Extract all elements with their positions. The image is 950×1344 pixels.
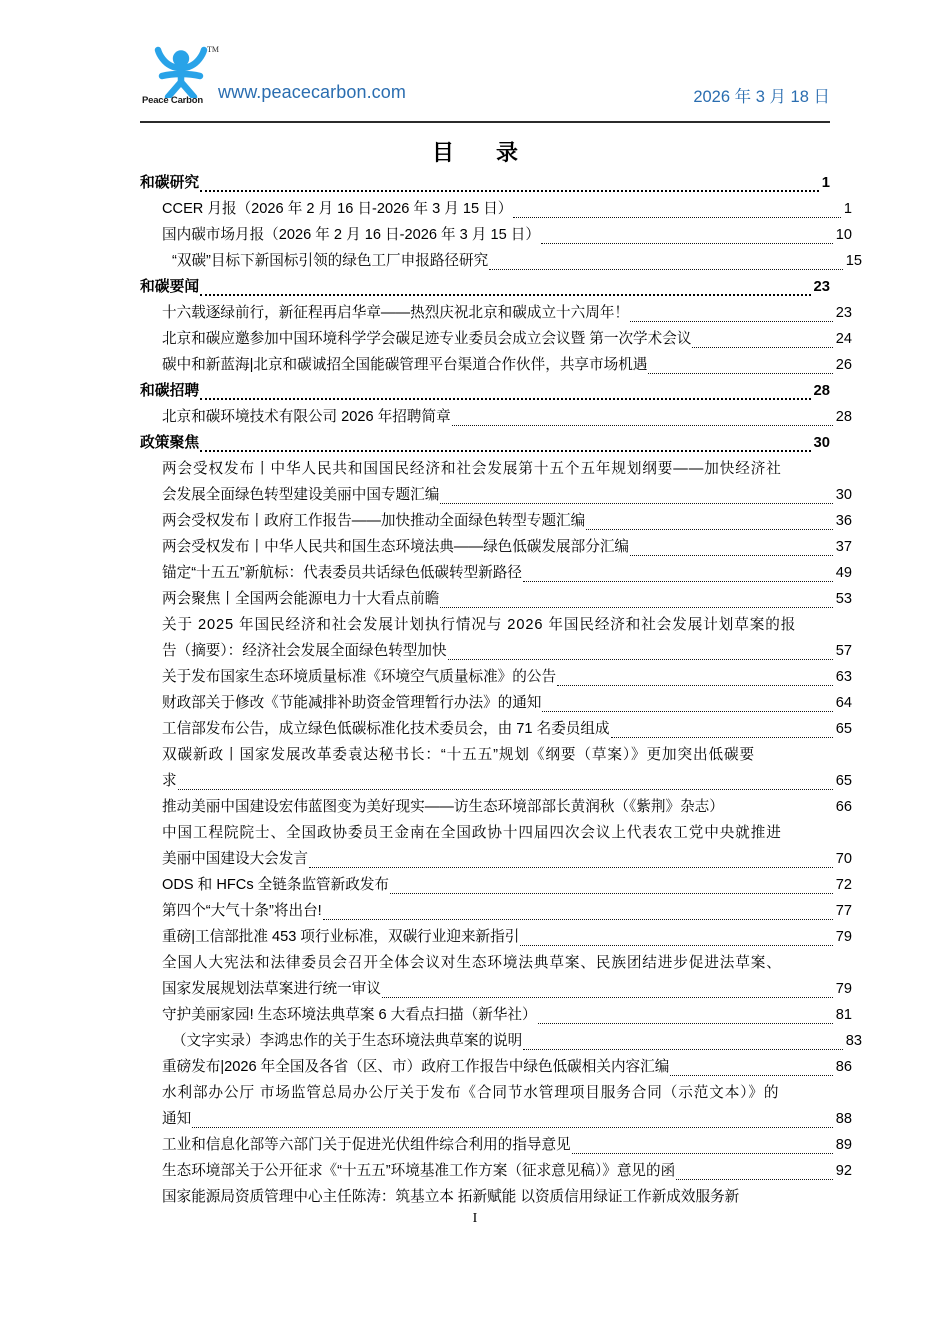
- toc-entry-label: 重磅发布|2026 年全国及各省（区、市）政府工作报告中绿色低碳相关内容汇编: [162, 1059, 670, 1075]
- toc-page-number: 81: [835, 1007, 852, 1023]
- toc-page-number: 65: [835, 721, 852, 737]
- toc-entry[interactable]: [140, 1158, 852, 1184]
- toc-leader-dots: [390, 892, 833, 894]
- website-url[interactable]: www.peacecarbon.com: [218, 82, 406, 102]
- toc-page-number: 89: [835, 1137, 852, 1153]
- toc-leader-dots: [523, 580, 833, 582]
- toc-page-number: 28: [813, 383, 830, 399]
- toc-page-number: 26: [835, 357, 852, 373]
- toc-leader-dots: [725, 815, 833, 816]
- toc-page-number: 65: [835, 773, 852, 789]
- person-figure-icon: [150, 42, 212, 98]
- toc-entry[interactable]: [140, 1132, 852, 1158]
- toc-leader-dots: [440, 502, 832, 504]
- toc-page-number: 77: [835, 903, 852, 919]
- toc-entry-label: 会发展全面绿色转型建设美丽中国专题汇编: [162, 487, 440, 503]
- toc-page-number: 36: [835, 513, 852, 529]
- toc-page-number: 49: [835, 565, 852, 581]
- toc-leader-dots: [200, 397, 810, 400]
- toc-leader-dots: [572, 1152, 833, 1154]
- toc-entry-label: 两会受权发布丨政府工作报告——加快推动全面绿色转型专题汇编: [162, 513, 586, 529]
- toc-leader-dots: [440, 606, 832, 608]
- toc-leader-dots: [382, 996, 833, 998]
- toc-page-number: 30: [813, 435, 830, 451]
- toc-entry-label: 工业和信息化部等六部门关于促进光伏组件综合利用的指导意见: [162, 1137, 571, 1153]
- toc-entry[interactable]: [140, 1106, 852, 1132]
- toc-entry[interactable]: [140, 482, 852, 508]
- toc-entry[interactable]: [140, 534, 852, 560]
- toc-page-number: 92: [835, 1163, 852, 1179]
- toc-page-number: 37: [835, 539, 852, 555]
- toc-entry[interactable]: [140, 638, 852, 664]
- toc-page-number: 83: [845, 1033, 862, 1049]
- toc-leader-dots: [670, 1074, 832, 1076]
- toc-entry[interactable]: [140, 794, 852, 820]
- toc-leader-dots: [740, 1205, 849, 1206]
- toc-leader-dots: [676, 1178, 833, 1180]
- toc-page-number: 23: [835, 305, 852, 321]
- toc-leader-dots: [200, 189, 819, 192]
- toc-entry[interactable]: [140, 404, 852, 430]
- toc-page-number: 79: [835, 981, 852, 997]
- toc-leader-dots: [200, 293, 810, 296]
- toc-page-number: 15: [845, 253, 862, 269]
- toc-entry-label: 北京和碳应邀参加中国环境科学学会碳足迹专业委员会成立会议暨 第一次学术会议: [162, 331, 692, 347]
- toc-page-number: 53: [835, 591, 852, 607]
- toc-leader-dots: [489, 268, 843, 270]
- trademark-mark: TM: [207, 45, 219, 54]
- toc-entry-label: 国家发展规划法草案进行统一审议: [162, 981, 381, 997]
- page-title: 目 录: [431, 140, 528, 165]
- toc-entry[interactable]: [140, 1184, 852, 1210]
- page-header: [140, 38, 830, 120]
- toc-entry[interactable]: [140, 976, 852, 1002]
- toc-entry-label: 关于发布国家生态环境质量标准《环境空气质量标准》的公告: [162, 669, 557, 685]
- toc-entry[interactable]: [140, 326, 852, 352]
- toc-leader-dots: [448, 658, 833, 660]
- toc-entry[interactable]: [140, 768, 852, 794]
- toc-leader-dots: [692, 346, 832, 348]
- toc-leader-dots: [192, 1126, 833, 1128]
- toc-page-number: 30: [835, 487, 852, 503]
- toc-leader-dots: [520, 944, 832, 946]
- toc-page-number: 57: [835, 643, 852, 659]
- toc-entry-label: 美丽中国建设大会发言: [162, 851, 308, 867]
- toc-leader-dots: [178, 788, 833, 790]
- toc-entry-label: 守护美丽家园! 生态环境法典草案 6 大看点扫描（新华社）: [162, 1007, 537, 1023]
- toc-page-number: 70: [835, 851, 852, 867]
- toc-page-number: 1: [843, 201, 852, 217]
- toc-entry-label: 两会聚焦丨全国两会能源电力十大看点前瞻: [162, 591, 440, 607]
- toc-page-number: 24: [835, 331, 852, 347]
- toc-section-heading[interactable]: [140, 378, 830, 404]
- toc-entry-label: CCER 月报（2026 年 2 月 16 日-2026 年 3 月 15 日）: [162, 201, 513, 217]
- toc-entry[interactable]: [140, 560, 852, 586]
- toc-page-number: 72: [835, 877, 852, 893]
- toc-entry-wrapped-line[interactable]: 全国人大宪法和法律委员会召开全体会议对生态环境法典草案、民族团结进步促进法草案、: [162, 955, 782, 971]
- toc-leader-dots: [452, 424, 833, 426]
- toc-entry-label: ODS 和 HFCs 全链条监管新政发布: [162, 877, 390, 893]
- toc-page-number: 79: [835, 929, 852, 945]
- toc-entry-label: 通知: [162, 1111, 192, 1127]
- toc-entry[interactable]: [140, 196, 852, 222]
- table-of-contents: [140, 170, 862, 1210]
- toc-entry-label: 第四个“大气十条”将出台!: [162, 903, 322, 919]
- toc-entry-label: 和碳研究: [140, 175, 200, 191]
- toc-entry-label: 十六载逐绿前行，新征程再启华章——热烈庆祝北京和碳成立十六周年！: [162, 305, 630, 321]
- toc-entry-wrapped-line[interactable]: 两会受权发布丨中华人民共和国国民经济和社会发展第十五个五年规划纲要——加快经济社: [162, 461, 782, 477]
- toc-entry-label: 碳中和新蓝海|北京和碳诚招全国能碳管理平台渠道合作伙伴，共享市场机遇: [162, 357, 648, 373]
- toc-entry-wrapped-line[interactable]: 双碳新政丨国家发展改革委袁达秘书长：“十五五”规划《纲要（草案）》更加突出低碳要: [162, 747, 755, 763]
- toc-entry-label: 求: [162, 773, 177, 789]
- toc-entry[interactable]: [140, 248, 862, 274]
- toc-leader-dots: [538, 1022, 833, 1024]
- toc-leader-dots: [323, 918, 833, 920]
- toc-leader-dots: [648, 372, 832, 374]
- toc-leader-dots: [513, 216, 840, 218]
- toc-page-number: 88: [835, 1111, 852, 1127]
- toc-leader-dots: [309, 866, 833, 868]
- toc-entry[interactable]: [140, 1054, 852, 1080]
- toc-entry[interactable]: [140, 1028, 862, 1054]
- toc-page-number: 1: [821, 175, 830, 191]
- toc-entry[interactable]: [140, 222, 852, 248]
- toc-page-number: 63: [835, 669, 852, 685]
- toc-entry[interactable]: [140, 690, 852, 716]
- toc-entry-label: 财政部关于修改《节能减排补助资金管理暂行办法》的通知: [162, 695, 542, 711]
- toc-entry-label: 锚定“十五五”新航标：代表委员共话绿色低碳转型新路径: [162, 565, 522, 581]
- toc-entry-label: 推动美丽中国建设宏伟蓝图变为美好现实——访生态环境部部长黄润秋（《紫荆》杂志）: [162, 799, 724, 815]
- toc-page-number: 10: [835, 227, 852, 243]
- toc-leader-dots: [586, 528, 833, 530]
- toc-entry[interactable]: [140, 352, 852, 378]
- toc-page-number: 86: [835, 1059, 852, 1075]
- toc-entry-label: 政策聚焦: [140, 435, 200, 451]
- toc-entry-label: “双碳”目标下新国标引领的绿色工厂申报路径研究: [172, 253, 489, 269]
- toc-entry[interactable]: [140, 1002, 852, 1028]
- header-date: 2026 年 3 月 18 日: [693, 88, 830, 106]
- toc-entry-label: 国家能源局资质管理中心主任陈涛：筑基立本 拓新赋能 以资质信用绿证工作新成效服务新: [162, 1189, 740, 1205]
- toc-entry-wrapped-line[interactable]: 中国工程院院士、全国政协委员王金南在全国政协十四届四次会议上代表农工党中央就推进: [162, 825, 782, 841]
- footer-page-number: I: [472, 1211, 478, 1226]
- toc-entry[interactable]: [140, 664, 852, 690]
- toc-entry-label: 重磅|工信部批准 453 项行业标准，双碳行业迎来新指引: [162, 929, 520, 945]
- header-divider: [140, 121, 830, 123]
- toc-entry-label: 工信部发布公告，成立绿色低碳标准化技术委员会，由 71 名委员组成: [162, 721, 610, 737]
- toc-entry-label: 告（摘要）：经济社会发展全面绿色转型加快: [162, 643, 447, 659]
- toc-entry[interactable]: [140, 716, 852, 742]
- toc-section-heading[interactable]: [140, 430, 830, 456]
- toc-entry[interactable]: [140, 898, 852, 924]
- toc-entry-label: 国内碳市场月报（2026 年 2 月 16 日-2026 年 3 月 15 日）: [162, 227, 540, 243]
- toc-entry[interactable]: [140, 924, 852, 950]
- toc-section-heading[interactable]: [140, 170, 830, 196]
- toc-entry[interactable]: [140, 300, 852, 326]
- toc-entry-label: 和碳要闻: [140, 279, 200, 295]
- logo-wordmark: Peace Carbon: [142, 95, 203, 106]
- toc-leader-dots: [541, 242, 833, 244]
- toc-page-number: 66: [835, 799, 852, 815]
- toc-entry[interactable]: [140, 586, 852, 612]
- toc-section-heading[interactable]: [140, 274, 830, 300]
- toc-entry-label: 北京和碳环境技术有限公司 2026 年招聘简章: [162, 409, 451, 425]
- toc-entry-wrapped-line[interactable]: 水利部办公厅 市场监管总局办公厅关于发布《合同节水管理项目服务合同（示范文本）》的: [162, 1085, 780, 1101]
- toc-page-number: 28: [835, 409, 852, 425]
- toc-entry-label: 生态环境部关于公开征求《“十五五”环境基准工作方案（征求意见稿）》意见的函: [162, 1163, 676, 1179]
- toc-page-number: 64: [835, 695, 852, 711]
- toc-entry-label: （文字实录）李鸿忠作的关于生态环境法典草案的说明: [172, 1033, 523, 1049]
- toc-leader-dots: [542, 710, 832, 712]
- toc-leader-dots: [200, 449, 810, 452]
- toc-entry-label: 和碳招聘: [140, 383, 200, 399]
- toc-entry-label: 两会受权发布丨中华人民共和国生态环境法典——绿色低碳发展部分汇编: [162, 539, 630, 555]
- toc-page-number: 23: [813, 279, 830, 295]
- toc-leader-dots: [611, 736, 833, 738]
- toc-entry[interactable]: [140, 846, 852, 872]
- toc-leader-dots: [523, 1048, 843, 1050]
- toc-entry[interactable]: [140, 508, 852, 534]
- toc-leader-dots: [630, 320, 833, 322]
- toc-leader-dots: [557, 684, 833, 686]
- toc-entry[interactable]: [140, 872, 852, 898]
- toc-leader-dots: [630, 554, 833, 556]
- toc-entry-wrapped-line[interactable]: 关于 2025 年国民经济和社会发展计划执行情况与 2026 年国民经济和社会发展计划草案的报: [162, 617, 797, 633]
